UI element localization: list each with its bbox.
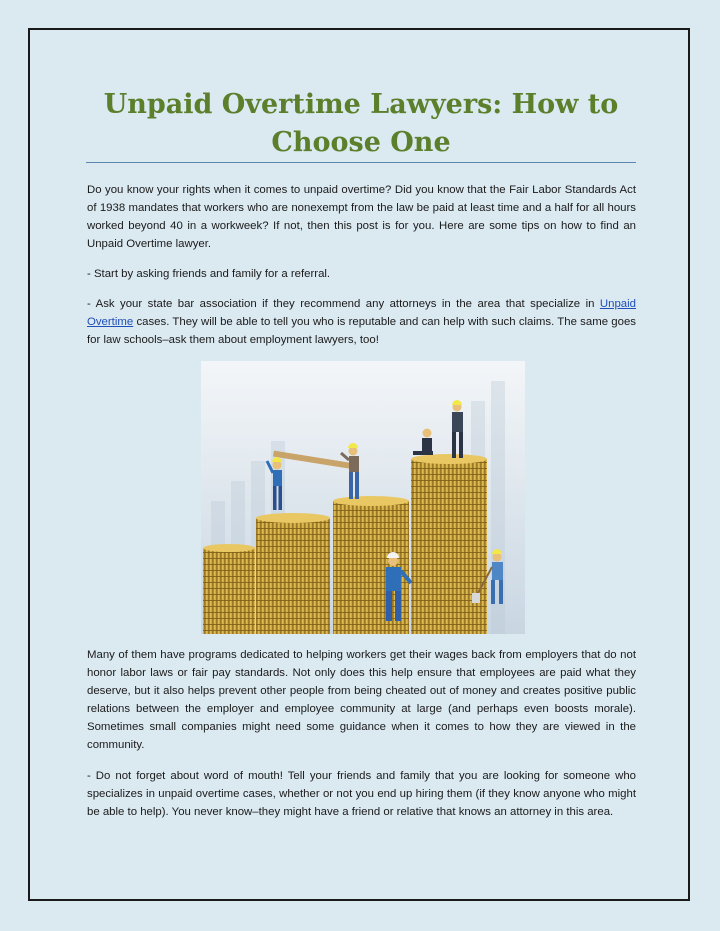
tip-bar-text-start: - Ask your state bar association if they recommend any attorneys in the area that specialize in bbox=[87, 298, 600, 310]
document-page bbox=[28, 28, 690, 901]
coins-workers-photo bbox=[201, 361, 525, 634]
page-title bbox=[90, 86, 632, 162]
tip-word-of-mouth: - Do not forget about word of mouth! Tell your friends and family that you are looking for someone who specializes in unpaid overtime cases, whether or not you end up hiring them (if they know anyone who might be able to help). You never know–they might have a friend or relative that knows an attorney in this area. bbox=[87, 770, 636, 818]
tip-bar-text-end: cases. They will be able to tell you who is reputable and can help with such claims. The same goes for law schools–ask them about employment lawyers, too! bbox=[87, 316, 636, 346]
intro-paragraph: Do you know your rights when it comes to unpaid overtime? Did you know that the Fair Labor Standards Act of 1938 mandates that workers who are nonexempt from the law be paid at least time and a half for all hours worked beyond 40 in a workweek? If not, then this post is for you. Here are some tips on how to find an Unpaid Overtime lawyer. bbox=[87, 184, 636, 250]
tip-referral: - Start by asking friends and family for a referral. bbox=[87, 268, 331, 280]
unpaid-overtime-link[interactable]: Unpaid Overtime bbox=[87, 298, 636, 328]
programs-paragraph: Many of them have programs dedicated to helping workers get their wages back from employers that do not honor labor laws or fair pay standards. Not only does this help ensure that employees are paid what they deserve, but it also helps prevent other people from being cheated out of money and creates positive public relations between the employer and employee community at large (and perhaps even boosts morale). Sometimes small companies might need some guidance when it comes to how they are viewed in the community. bbox=[87, 649, 636, 751]
title-line-2: Choose One bbox=[271, 127, 451, 158]
tip-bar-association bbox=[87, 295, 636, 349]
title-line-1: Unpaid Overtime Lawyers: How to bbox=[103, 89, 619, 120]
title-divider bbox=[86, 162, 636, 163]
